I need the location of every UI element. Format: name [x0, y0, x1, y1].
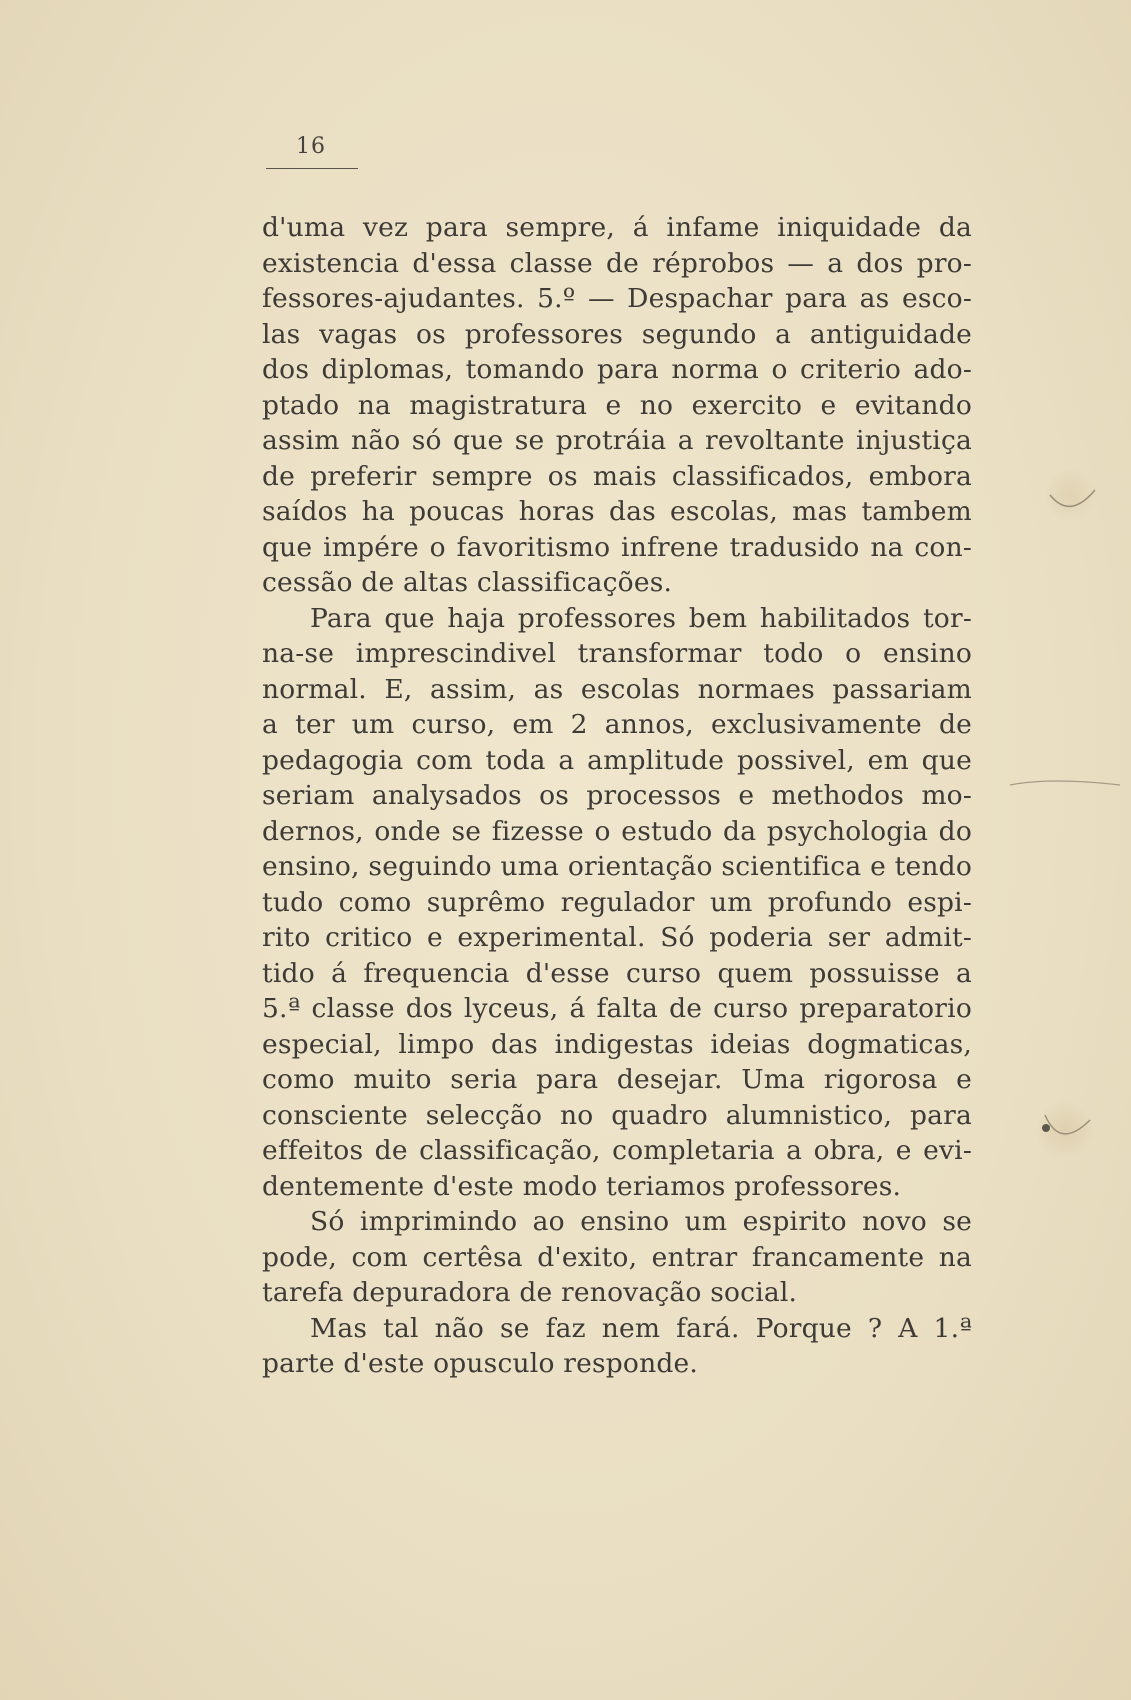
header-rule: [266, 168, 358, 169]
text-line: las vagas os professores segundo a antiguidade: [262, 318, 972, 350]
margin-pencil-stroke: [1010, 781, 1120, 785]
text-line: d'uma vez para sempre, á infame iniquidade da: [262, 212, 972, 243]
text-line: dos diplomas, tomando para norma o criterio ado-: [262, 354, 972, 385]
text-line: tido á frequencia d'esse curso quem possuisse a: [262, 957, 972, 989]
text-line: pedagogia com toda a amplitude possivel, em que: [262, 744, 972, 776]
page-number: 16: [296, 134, 326, 159]
paragraph-start-line: Para que haja professores bem habilitados tor-: [310, 602, 972, 634]
text-line: effeitos de classificação, completaria a obra, e evi-: [262, 1135, 972, 1166]
text-line: ptado na magistratura e no exercito e evitando: [262, 389, 972, 421]
text-line: rito critico e experimental. Só poderia ser admit-: [262, 922, 972, 953]
text-line: tudo como suprêmo regulador um profundo espi-: [262, 886, 972, 918]
text-line: cessão de altas classificações.: [262, 567, 673, 598]
paragraph-start-line: Só imprimindo ao ensino um espirito novo se: [310, 1206, 972, 1237]
text-line: pode, com certêsa d'exito, entrar francamente na: [262, 1241, 972, 1273]
text-line: consciente selecção no quadro alumnistico, para: [262, 1099, 972, 1131]
text-line: assim não só que se protráia a revoltante injustiça: [262, 425, 972, 456]
body-text: [262, 210, 972, 1382]
text-line: seriam analysados os processos e methodos mo-: [262, 780, 972, 811]
text-line: parte d'este opusculo responde.: [262, 1348, 699, 1379]
paper-stain: [1035, 1100, 1095, 1160]
text-line: dentemente d'este modo teriamos professores.: [262, 1170, 902, 1202]
text-line: que impére o favoritismo infrene tradusido na con-: [262, 531, 972, 563]
text-line: normal. E, assim, as escolas normaes passariam: [262, 673, 972, 705]
paragraph-start-line: Mas tal não se faz nem fará. Porque ? A 1.ª: [310, 1312, 972, 1344]
text-line: tarefa depuradora de renovação social.: [262, 1277, 798, 1308]
text-line: de preferir sempre os mais classificados, embora: [262, 460, 972, 492]
text-line: a ter um curso, em 2 annos, exclusivamente de: [262, 709, 972, 740]
text-line: ensino, seguindo uma orientação scientifica e tendo: [262, 851, 972, 882]
text-line: dernos, onde se fizesse o estudo da psychologia do: [262, 815, 972, 847]
text-line: fessores-ajudantes. 5.º — Despachar para as esco-: [262, 283, 972, 314]
text-line: existencia d'essa classe de réprobos — a dos pro-: [262, 247, 972, 279]
paper-stain: [1040, 470, 1100, 520]
text-line: saídos ha poucas horas das escolas, mas tambem: [262, 496, 972, 527]
text-line: como muito seria para desejar. Uma rigorosa e: [262, 1064, 972, 1095]
text-line: na-se imprescindivel transformar todo o ensino: [262, 638, 972, 669]
text-line: especial, limpo das indigestas ideias dogmaticas,: [262, 1028, 972, 1060]
text-line: 5.ª classe dos lyceus, á falta de curso preparatorio: [262, 993, 972, 1024]
